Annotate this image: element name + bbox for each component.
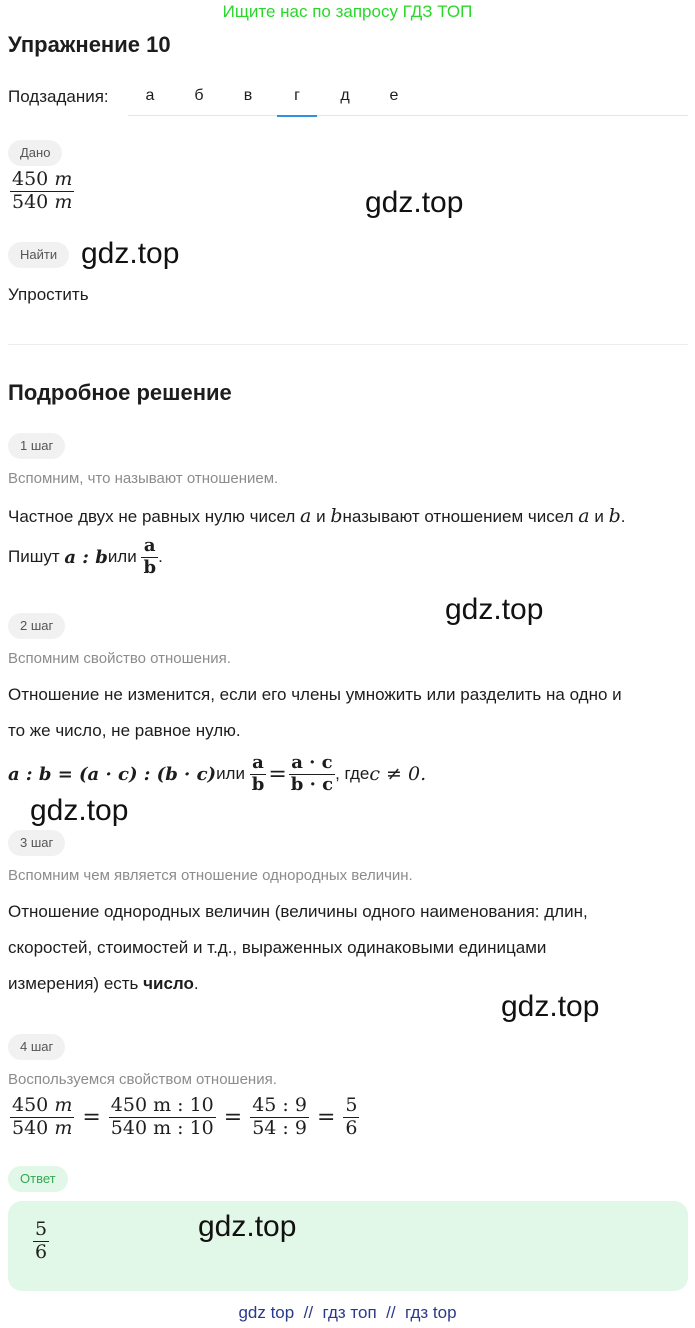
search-banner: Ищите нас по запросу ГДЗ ТОП [222,2,473,21]
text-segment: Частное двух не равных нулю чисел [8,507,301,526]
step-2-line-2: то же число, не равное нулю. [8,721,241,740]
fraction-denominator: b · c [290,773,334,795]
watermark: gdz.top [30,794,129,827]
text-segment: и [311,507,331,526]
find-chip: Найти [8,242,69,268]
tab-b[interactable]: б [194,87,204,104]
step-1-chip: 1 шаг [8,433,65,459]
step-2-line-1: Отношение не изменится, если его члены умножить или разделить на одно и [8,685,622,704]
property-fraction-left [250,753,267,795]
step-4-equation [10,1095,359,1140]
fraction-denominator: 6 [345,1116,358,1139]
bold-term: число [143,974,194,993]
watermark: gdz.top [81,237,180,270]
page-title: Упражнение 10 [8,32,171,57]
fraction-numerator: a [252,752,264,773]
step-3-line-1: Отношение однородных величин (величины одного наименования: длин, [8,902,588,921]
fraction-denominator: b [251,773,265,795]
property-fraction-right [289,753,335,795]
watermark: gdz.top [501,990,600,1023]
fraction-numerator: 5 [345,1094,358,1116]
fraction-denominator: 54 : 9 [252,1116,307,1139]
step-4-hint: Воспользуемся свойством отношения. [8,1071,277,1088]
fraction-numerator: 450 [12,1094,49,1116]
text-segment: или [216,764,245,784]
text-segment: называют отношением чисел [342,507,579,526]
text-segment: . [620,507,626,526]
fraction-numerator: 5 [35,1218,48,1240]
solution-title: Подробное решение [8,380,232,405]
watermark: gdz.top [365,186,464,219]
given-fraction [10,169,74,214]
fraction-numerator: a · c [291,752,333,773]
step-3-chip: 3 шаг [8,830,65,856]
text-segment: измерения) есть [8,974,144,993]
equals-sign: = [268,761,287,787]
fraction-3 [250,1095,309,1140]
text-segment: . [193,974,199,993]
step-1-hint: Вспомним, что называют отношением. [8,470,279,487]
step-3-line-3 [8,974,199,994]
fraction-numerator: a [143,535,156,556]
fraction-denominator: 540 [12,1116,49,1139]
tab-e[interactable]: е [389,87,399,104]
equals-sign: = [82,1104,101,1130]
condition: c ≠ 0. [369,763,427,786]
fraction-2 [109,1095,216,1140]
unit: m [54,1116,73,1139]
text-segment: Пишут [8,547,60,567]
step-2-chip: 2 шаг [8,613,65,639]
unit: m [54,1094,73,1116]
property-formula: a : b = (a · c) : (b · c) [8,763,217,785]
tab-v[interactable]: в [243,87,253,104]
equals-sign: = [316,1104,336,1130]
step-2-formula [8,753,426,795]
math-var: b [608,505,621,527]
subtasks-label: Подзадания: [8,87,109,106]
text-segment: , где [335,764,370,784]
step-1-line-1 [8,505,625,527]
step-1-line-2 [8,536,163,578]
math-var: b [330,505,343,527]
given-denominator: 540 [12,190,49,213]
footer-links[interactable]: gdz top // гдз топ // гдз top [238,1303,457,1322]
watermark: gdz.top [198,1210,297,1243]
given-den-unit: m [54,190,73,213]
given-numerator: 450 [12,168,49,190]
math-var: a [578,505,590,527]
fraction-denominator: 6 [35,1240,48,1263]
tab-a[interactable]: а [145,87,155,104]
find-text: Упростить [8,285,89,304]
tab-d[interactable]: д [340,87,350,104]
fraction-denominator: 540 m : 10 [110,1116,214,1139]
answer-fraction [33,1219,49,1264]
fraction-denominator: b [143,556,157,578]
fraction-numerator: 450 m : 10 [110,1094,214,1116]
given-chip: Дано [8,140,62,166]
subtask-tabs [128,79,688,116]
text-segment: или [107,547,137,567]
math-var: a [300,505,312,527]
step-2-hint: Вспомним свойство отношения. [8,650,231,667]
section-divider [8,344,688,345]
fraction-1 [10,1095,74,1140]
tab-g[interactable]: г [277,79,317,117]
step-3-line-2: скоростей, стоимостей и т.д., выраженных одинаковыми единицами [8,938,547,957]
given-num-unit: m [54,168,73,190]
text-segment: и [589,507,609,526]
equals-sign: = [223,1104,243,1130]
answer-box [8,1201,688,1291]
text-segment: . [158,547,163,567]
fraction-4 [343,1095,359,1140]
ratio-formula: a : b [64,546,108,568]
fraction-numerator: 45 : 9 [252,1094,307,1116]
step-3-hint: Вспомним чем является отношение однородных величин. [8,867,413,884]
answer-chip: Ответ [8,1166,68,1192]
watermark: gdz.top [445,593,544,626]
ratio-fraction [141,536,158,578]
step-4-chip: 4 шаг [8,1034,65,1060]
